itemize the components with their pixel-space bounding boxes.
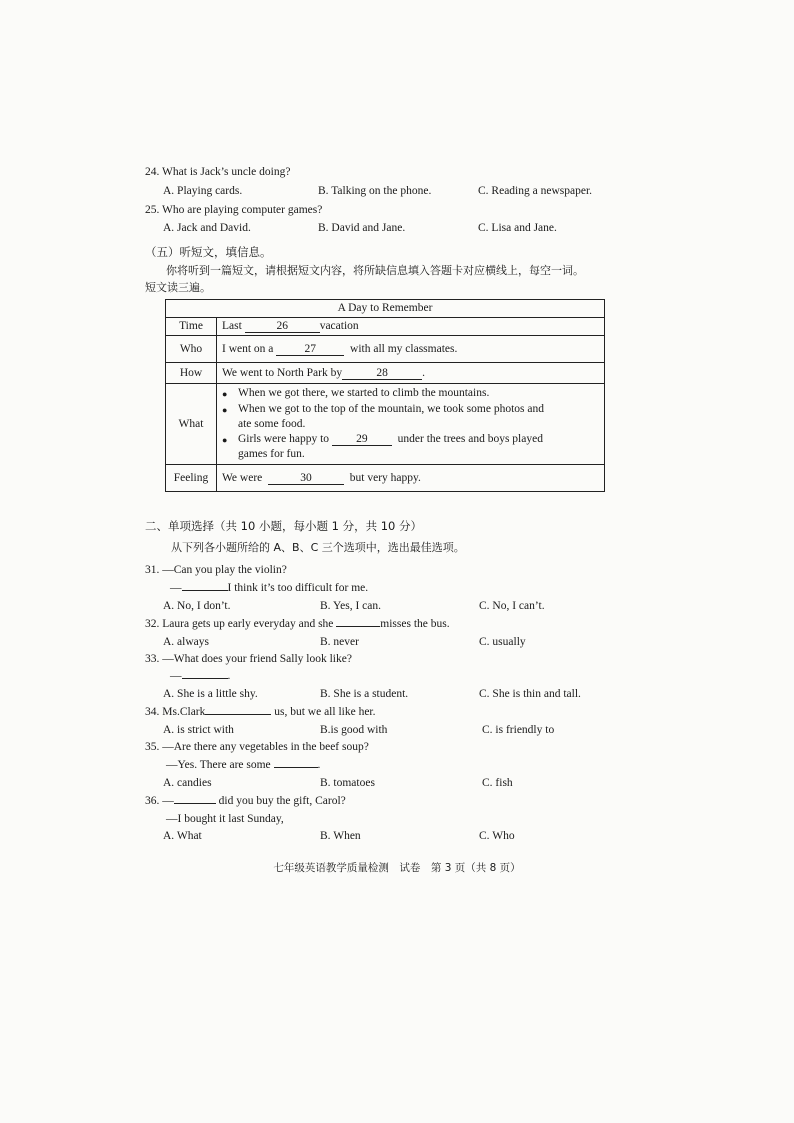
row-label: How <box>166 363 217 384</box>
section2-instruction: 从下列各小题所给的 A、B、C 三个选项中，选出最佳选项。 <box>171 541 465 554</box>
row-content: We were 30 but very happy. <box>217 465 605 492</box>
q25-option-b: B. David and Jane. <box>318 222 406 234</box>
bullet-icon: ● <box>222 435 228 445</box>
q36-option-b: B. When <box>320 830 361 842</box>
section2-title: 二、单项选择（共 10 小题，每小题 1 分，共 10 分） <box>145 519 423 533</box>
row-content: I went on a 27 with all my classmates. <box>217 336 605 363</box>
table-row-how <box>166 363 605 384</box>
row-content: Last 26 vacation <box>217 318 605 336</box>
q32-option-b: B. never <box>320 636 359 648</box>
q36-option-a: A. What <box>163 830 202 842</box>
q32-option-c: C. usually <box>479 636 526 648</box>
blank-26[interactable]: 26 <box>245 320 320 333</box>
q31-answer-line: — I think it’s too difficult for me. <box>170 582 369 594</box>
q35-blank[interactable] <box>274 767 318 768</box>
part5-instruction-2: 短文读三遍。 <box>145 281 211 294</box>
q35-option-c: C. fish <box>482 777 513 789</box>
row-label: Time <box>166 318 217 336</box>
table-row-feeling <box>166 465 605 492</box>
question-33: 33. —What does your friend Sally look like? <box>145 653 352 665</box>
blank-27[interactable]: 27 <box>276 343 344 356</box>
table-row-what <box>166 384 605 465</box>
question-25: 25. Who are playing computer games? <box>145 204 323 216</box>
q31-option-a: A. No, I don’t. <box>163 600 231 612</box>
q34-blank[interactable] <box>205 714 271 715</box>
row-content: We went to North Park by 28 . <box>217 363 605 384</box>
q34-option-b: B.is good with <box>320 724 388 736</box>
row-label: Feeling <box>166 465 217 492</box>
row-content: ● When we got there, we started to climb the mountains. ● When we got to the top of the mountain, we took some photos and ate some food. ● Girls were happy to 29 under the trees and boys played games for fun. <box>217 384 605 465</box>
q31-option-b: B. Yes, I can. <box>320 600 382 612</box>
q34-option-a: A. is strict with <box>163 724 234 736</box>
q25-option-a: A. Jack and David. <box>163 222 251 234</box>
q33-option-b: B. She is a student. <box>320 688 409 700</box>
q24-option-c: C. Reading a newspaper. <box>478 185 593 197</box>
part5-instruction-1: 你将听到一篇短文，请根据短文内容，将所缺信息填入答题卡对应横线上，每空一词。 <box>166 264 584 277</box>
blank-30[interactable]: 30 <box>268 472 344 485</box>
q34-option-c: C. is friendly to <box>482 724 555 736</box>
q33-option-c: C. She is thin and tall. <box>479 688 581 700</box>
row-label: What <box>166 384 217 465</box>
q32-blank[interactable] <box>336 626 380 627</box>
q24-option-a: A. Playing cards. <box>163 185 243 197</box>
question-31: 31. —Can you play the violin? <box>145 564 287 576</box>
question-35: 35. —Are there any vegetables in the beef soup? <box>145 741 369 753</box>
table-title: A Day to Remember <box>166 300 605 318</box>
bullet-icon: ● <box>222 389 228 399</box>
table-row-who <box>166 336 605 363</box>
q33-blank[interactable] <box>182 678 228 679</box>
question-24: 24. What is Jack’s uncle doing? <box>145 166 291 178</box>
q35-option-b: B. tomatoes <box>320 777 375 789</box>
bullet-icon: ● <box>222 405 228 415</box>
q33-option-a: A. She is a little shy. <box>163 688 258 700</box>
q35-option-a: A. candies <box>163 777 212 789</box>
question-36: 36. — did you buy the gift, Carol? <box>145 795 346 807</box>
q31-blank[interactable] <box>182 590 228 591</box>
blank-29[interactable]: 29 <box>332 433 392 446</box>
q35-answer-line: —Yes. There are some . <box>166 759 321 771</box>
q24-option-b: B. Talking on the phone. <box>318 185 432 197</box>
info-table <box>165 299 605 492</box>
part5-title: （五）听短文，填信息。 <box>145 245 272 259</box>
blank-28[interactable]: 28 <box>342 367 422 380</box>
question-32: 32. Laura gets up early everyday and she misses the bus. <box>145 618 450 630</box>
q32-option-a: A. always <box>163 636 209 648</box>
question-34: 34. Ms.Clark us, but we all like her. <box>145 706 376 718</box>
page-footer: 七年级英语教学质量检测 试卷 第 3 页（共 8 页） <box>273 862 521 874</box>
q36-blank[interactable] <box>174 803 216 804</box>
q33-answer-line: — . <box>170 670 231 682</box>
q36-option-c: C. Who <box>479 830 515 842</box>
q36-answer-line: —I bought it last Sunday, <box>166 813 284 825</box>
q31-option-c: C. No, I can’t. <box>479 600 545 612</box>
table-row-time <box>166 318 605 336</box>
row-label: Who <box>166 336 217 363</box>
q25-option-c: C. Lisa and Jane. <box>478 222 557 234</box>
